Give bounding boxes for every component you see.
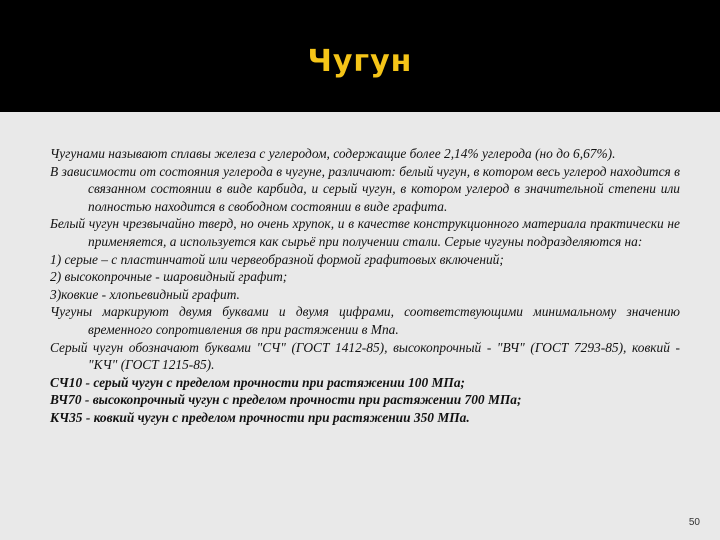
list-item-malleable: 3)ковкие - хлопьевидный графит. xyxy=(50,286,240,302)
page-number: 50 xyxy=(688,517,700,528)
example-vch70: ВЧ70 - высокопрочный чугун с пределом прочности при растяжении 700 МПа; xyxy=(50,392,522,408)
slide-body xyxy=(50,145,680,427)
paragraph-classification: В зависимости от состояния углерода в чугуне, различают: белый чугун, в котором весь углерод находится в связанном состоянии в виде карбида, и серый чугун, в котором углерод в значительной степени или полностью находится в свободном состоянии в виде графита. xyxy=(50,163,680,214)
list-item-grey: 1) серые – с пластинчатой или червеобразной формой графитовых включений; xyxy=(50,251,504,267)
paragraph-standards: Серый чугун обозначают буквами "СЧ" (ГОСТ 1412-85), высокопрочный - "ВЧ" (ГОСТ 7293-85), ковкий - "КЧ" (ГОСТ 1215-85). xyxy=(50,339,680,373)
list-item-high-strength: 2) высокопрочные - шаровидный графит; xyxy=(50,269,288,285)
slide-title: Чугун xyxy=(307,44,413,79)
example-kch35: КЧ35 - ковкий чугун с пределом прочности при растяжении 350 МПа. xyxy=(50,409,470,425)
paragraph-definition: Чугунами называют сплавы железа с углеродом, содержащие более 2,14% углерода (но до 6,67%). xyxy=(50,146,616,161)
example-sch10: СЧ10 - серый чугун с пределом прочности при растяжении 100 МПа; xyxy=(50,374,465,390)
paragraph-white-iron: Белый чугун чрезвычайно тверд, но очень хрупок, и в качестве конструкционного материала практически не применяется, а используется как сырьё при получении стали. Серые чугуны подразделяются на: xyxy=(50,216,680,249)
paragraph-marking: Чугуны маркируют двумя буквами и двумя цифрами, соответствующими минимальному значению временного сопротивления σв при растяжении в Мпа. xyxy=(50,304,680,337)
